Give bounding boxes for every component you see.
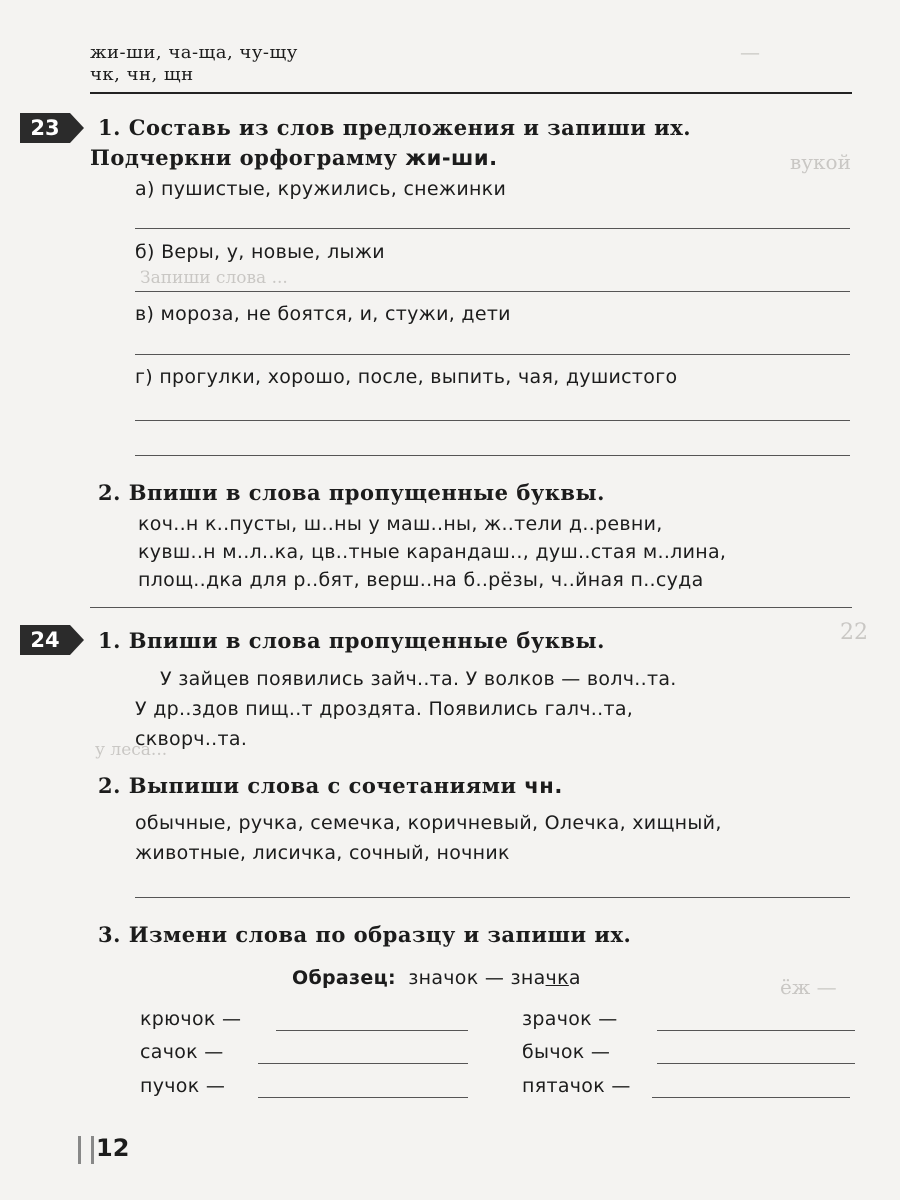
writing-line <box>135 228 850 229</box>
writing-line <box>135 455 850 456</box>
exercise-word: крючок — <box>140 1008 242 1030</box>
task24-item2-heading <box>98 773 563 798</box>
exercise-word: пучок — <box>140 1075 226 1097</box>
task23-item-a: а) пушистые, кружились, снежинки <box>135 178 507 200</box>
answer-line <box>652 1097 850 1098</box>
task24-item1-line2: У др..здов пищ..т дроздята. Появились галч..та, <box>135 698 634 720</box>
task24-item1-heading: 1. Впиши в слова пропущенные буквы. <box>98 628 605 653</box>
writing-line <box>135 420 850 421</box>
heading-text: 2. Выпиши слова с сочетаниями <box>98 773 517 798</box>
task23-item2-heading: 2. Впиши в слова пропущенные буквы. <box>98 480 605 505</box>
task24-item1-line1: У зайцев появились зайч..та. У волков — волч..та. <box>160 668 677 690</box>
sample-word: значок — зна <box>408 967 546 989</box>
task23-item-v: в) мороза, не боятся, и, стужи, дети <box>135 303 511 325</box>
writing-line <box>135 897 850 898</box>
sample-row <box>292 967 581 989</box>
header-divider <box>90 92 852 94</box>
exercise-word: зрачок — <box>522 1008 618 1030</box>
sample-underlined: чк <box>545 967 569 989</box>
heading-text: Подчеркни орфограмму <box>90 145 398 170</box>
exercise-word: бычок — <box>522 1041 611 1063</box>
page-edge-mark <box>78 1136 94 1164</box>
answer-line <box>258 1063 468 1064</box>
task23-item2-line3: площ..дка для р..бят, верш..на б..рёзы, ч..йная п..суда <box>138 569 704 591</box>
exercise-word: пятачок — <box>522 1075 631 1097</box>
orthogram-list-line1: жи-ши, ча-ща, чу-щу <box>90 42 298 63</box>
task23-item-b: б) Веры, у, новые, лыжи <box>135 241 385 263</box>
sample-label: Образец: <box>292 967 396 989</box>
task23-item1-heading: 1. Составь из слов предложения и запиши их. <box>98 115 692 140</box>
answer-line <box>657 1063 855 1064</box>
task23-item2-line1: коч..н к..пусты, ш..ны у маш..ны, ж..тели д..ревни, <box>138 513 663 535</box>
combination-bold: чн. <box>524 774 563 798</box>
writing-line <box>135 354 850 355</box>
page-number: 12 <box>96 1134 130 1162</box>
sample-end: а <box>568 967 581 989</box>
answer-line <box>258 1097 468 1098</box>
orthogram-bold: жи-ши. <box>405 146 498 170</box>
task24-item3-heading: 3. Измени слова по образцу и запиши их. <box>98 922 632 947</box>
task-number-badge: 23 <box>20 113 70 143</box>
task-number-badge: 24 <box>20 625 70 655</box>
section-divider <box>90 607 852 608</box>
task23-item-g: г) прогулки, хорошо, после, выпить, чая, душистого <box>135 366 678 388</box>
exercise-word: сачок — <box>140 1041 224 1063</box>
orthogram-list-line2: чк, чн, щн <box>90 64 194 85</box>
task23-item1-subheading <box>90 145 498 170</box>
task23-item2-line2: кувш..н м..л..ка, цв..тные карандаш.., душ..стая м..лина, <box>138 541 727 563</box>
answer-line <box>657 1030 855 1031</box>
task24-item2-line1: обычные, ручка, семечка, коричневый, Олечка, хищный, <box>135 812 722 834</box>
task24-item1-line3: скворч..та. <box>135 728 248 750</box>
answer-line <box>276 1030 468 1031</box>
writing-line <box>135 291 850 292</box>
task24-item2-line2: животные, лисичка, сочный, ночник <box>135 842 510 864</box>
